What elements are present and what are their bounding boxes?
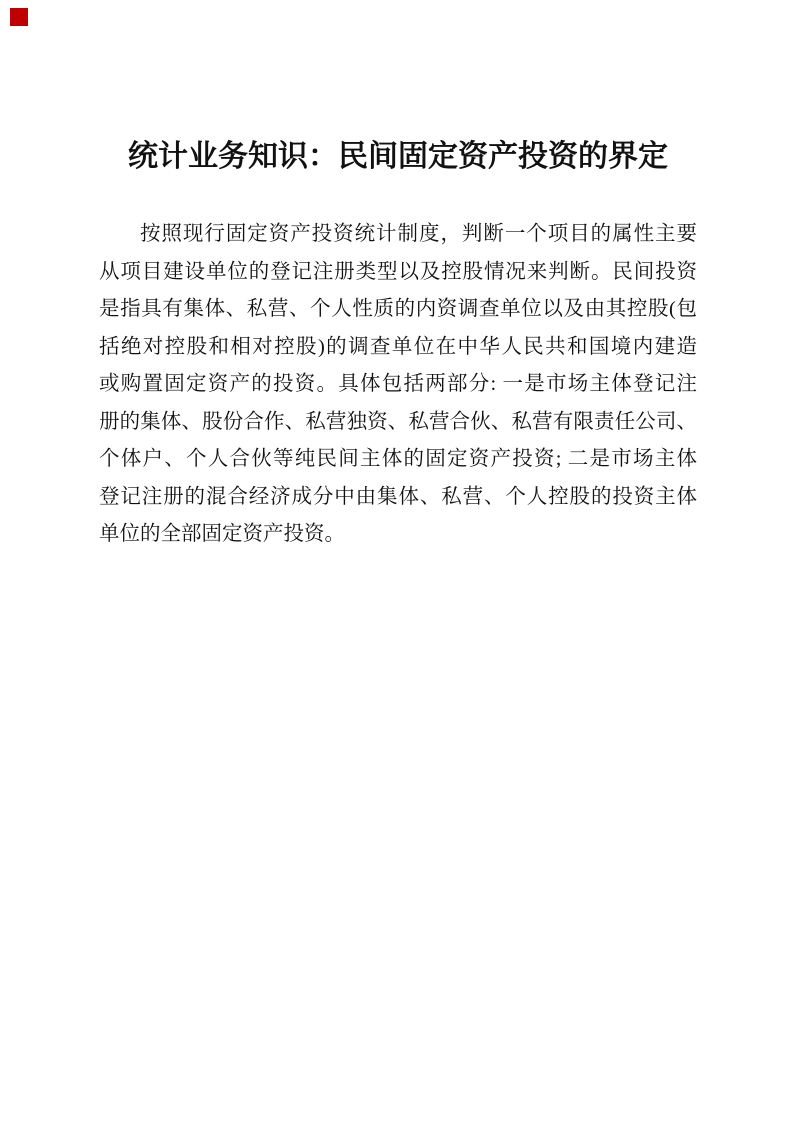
paragraph-line: 或购置固定资产的投资。具体包括两部分: 一是市场主体登记注 (99, 373, 697, 395)
paragraph-line: 按照现行固定资产投资统计制度，判断一个项目的属性主要 (140, 223, 697, 245)
document-paragraph (99, 216, 697, 554)
paragraph-line: 单位的全部固定资产投资。 (99, 523, 345, 545)
paragraph-line: 括绝对控股和相对控股)的调查单位在中华人民共和国境内建造 (99, 335, 697, 358)
paragraph-line: 登记注册的混合经济成分中由集体、私营、个人控股的投资主体 (99, 485, 697, 508)
paragraph-line: 册的集体、股份合作、私营独资、私营合伙、私营有限责任公司、 (99, 410, 697, 433)
paragraph-line: 从项目建设单位的登记注册类型以及控股情况来判断。民间投资 (99, 260, 697, 283)
paragraph-line: 个体户、个人合伙等纯民间主体的固定资产投资; 二是市场主体 (99, 448, 697, 470)
document-title: 统计业务知识：民间固定资产投资的界定 (128, 140, 668, 173)
paragraph-line: 是指具有集体、私营、个人性质的内资调查单位以及由其控股(包 (99, 298, 697, 320)
red-corner-marker (10, 8, 28, 26)
